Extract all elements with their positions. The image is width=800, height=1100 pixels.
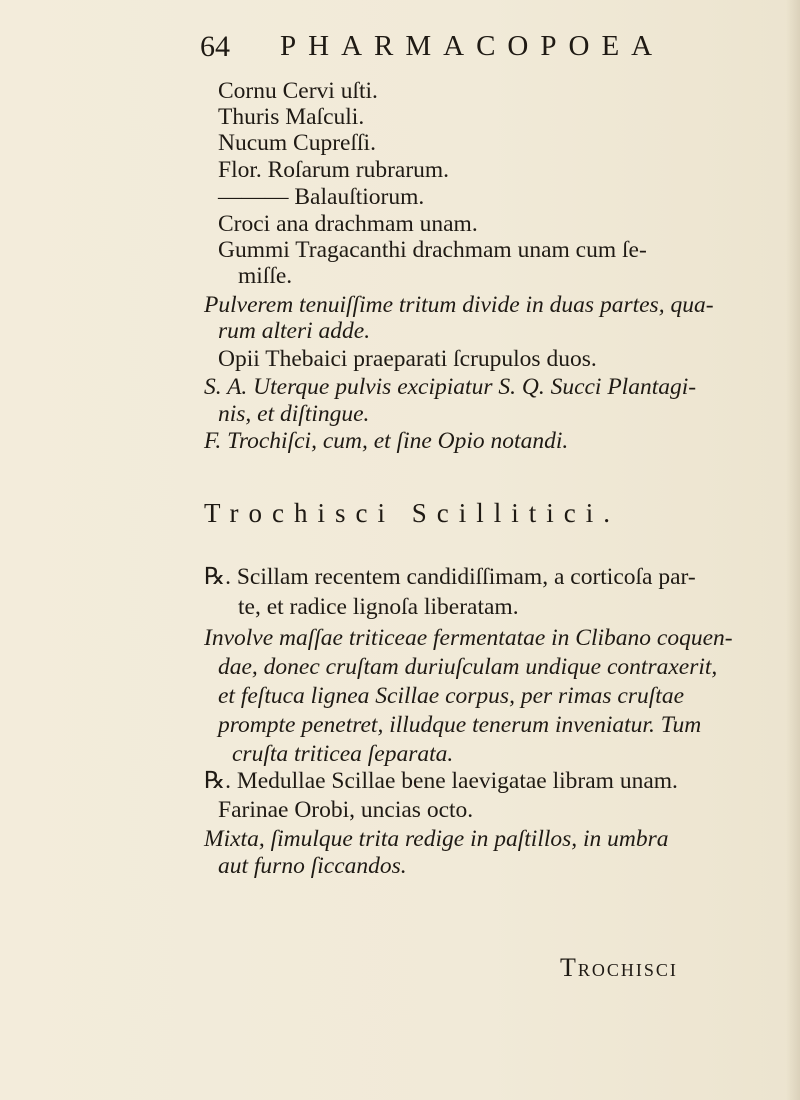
text-line: Mixta, ſimulque trita redige in paſtillos, in umbra [204,826,669,852]
text-line: ℞. Scillam recentem candidiſſimam, a corticoſa par- [204,564,696,590]
text-line: dae, donec cruſtam duriuſculam undique contraxerit, [218,654,718,680]
text-line: prompte penetret, illudque tenerum inveniatur. Tum [218,712,702,738]
page-edge-shadow [786,0,800,1100]
text-line: Farinae Orobi, uncias octo. [218,797,474,823]
text-line: Thuris Maſculi. [218,104,365,130]
text-line: S. A. Uterque pulvis excipiatur S. Q. Succi Plantagi- [204,374,697,400]
text-line: Cornu Cervi uſti. [218,78,378,104]
text-line: Involve maſſae triticeae fermentatae in Clibano coquen- [204,625,733,651]
page-header [200,28,670,68]
catchword: Trochisci [560,953,678,982]
text-line: Opii Thebaici praeparati ſcrupulos duos. [218,346,597,372]
running-title: PHARMACOPOEA [280,30,665,62]
text-line: Croci ana drachmam unam. [218,211,478,237]
text-line: Flor. Roſarum rubrarum. [218,157,450,183]
text-line: miſſe. [238,263,293,289]
text-line: Gummi Tragacanthi drachmam unam cum ſe- [218,237,647,263]
text-line: Nucum Cupreſſi. [218,130,376,156]
text-line: et feſtuca lignea Scillae corpus, per rimas cruſtae [218,683,684,709]
text-line: cruſta triticea ſeparata. [232,741,454,767]
text-line: ℞. Medullae Scillae bene laevigatae libram unam. [204,768,678,794]
text-line: aut furno ſiccandos. [218,853,407,879]
page-number: 64 [200,30,230,63]
text-line: rum alteri adde. [218,318,371,344]
text-line: F. Trochiſci, cum, et ſine Opio notandi. [204,428,569,454]
text-line: te, et radice lignoſa liberatam. [238,594,519,620]
text-line: Pulverem tenuiſſime tritum divide in duas partes, qua- [204,292,714,318]
text-line: ——— Balauſtiorum. [218,184,425,210]
section-heading: Trochisci Scillitici. [204,498,621,528]
text-line: nis, et diſtingue. [218,401,370,427]
